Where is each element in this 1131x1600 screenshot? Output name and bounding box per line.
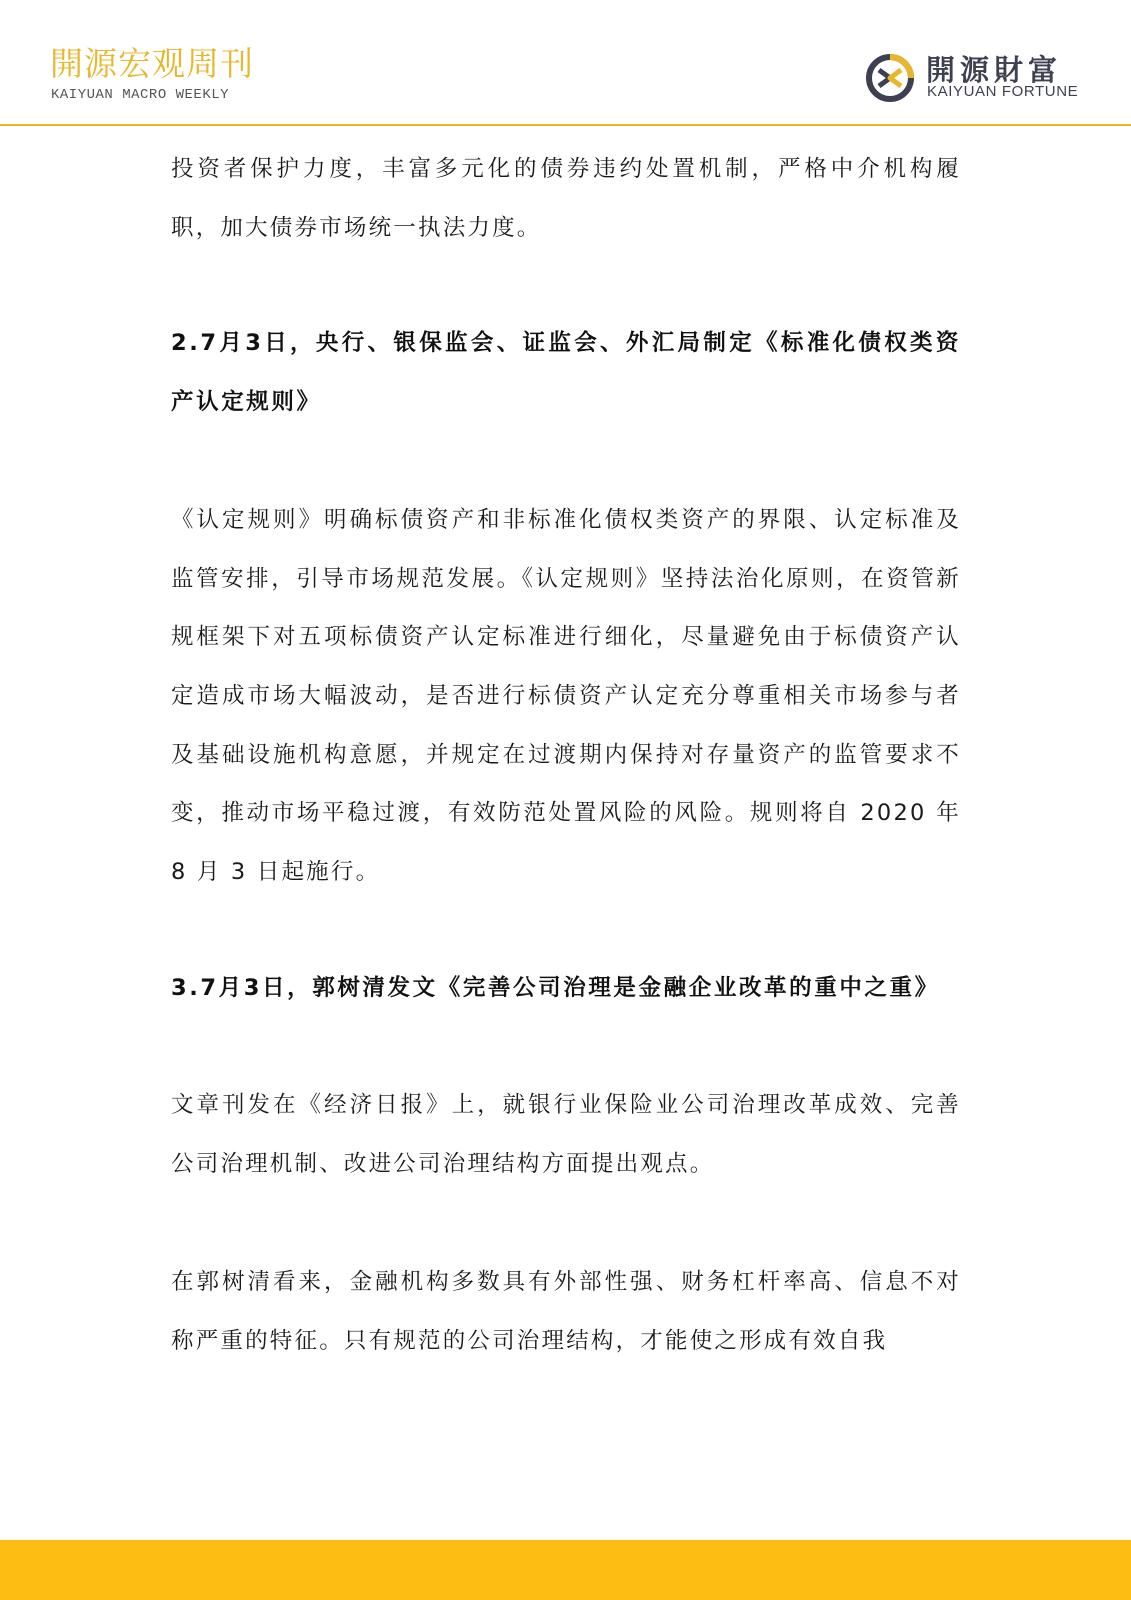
section-heading-3: 3.7月3日，郭树清发文《完善公司治理是金融企业改革的重中之重》 [171,974,940,1001]
logo-text-cn: 開源財富 [926,53,1063,87]
paragraph-investor-protection: 投资者保护力度，丰富多元化的债券违约处置机制，严格中介机构履职，加大债券市场统一执法力度。 [171,156,961,241]
paragraph-rules: 《认定规则》明确标债资产和非标准化债权类资产的界限、认定标准及监管安排，引导市场规范发展。《认定规则》坚持法治化原则，在资管新规框架下对五项标债资产认定标准进行细化，尽量避免由于标债资产认定造成市场大幅波动，是否进行标债资产认定充分尊重相关市场参与者及基础设施机构意愿，并规定在过渡期内保持对存量资产的监管要求不变，推动市场平稳过渡，有效防范处置风险的风险。规则将自 2020 年 8 月 3 日起施行。 [171,506,961,886]
article-body [171,140,961,1370]
header-divider [0,124,1131,126]
section-heading-2: 2.7月3日，央行、银保监会、证监会、外汇局制定《标准化债权类资产认定规则》 [171,330,961,416]
paragraph-economic-daily: 文章刊发在《经济日报》上，就银行业保险业公司治理改革成效、完善公司治理机制、改进公司治理结构方面提出观点。 [171,1092,961,1178]
logo-text-en: KAIYUAN FORTUNE [927,83,1079,100]
paragraph-governance: 在郭树清看来，金融机构多数具有外部性强、财务杠杆率高、信息不对称严重的特征。只有规范的公司治理结构，才能使之形成有效自我 [171,1268,961,1354]
kaiyuan-logo-icon [864,52,916,104]
publication-title: 開源宏观周刊 [50,44,254,83]
page-header [0,0,1131,126]
footer-band [0,1540,1131,1600]
kaiyuan-fortune-logo [864,50,1094,106]
publication-subtitle: KAIYUAN MACRO WEEKLY [51,87,230,103]
